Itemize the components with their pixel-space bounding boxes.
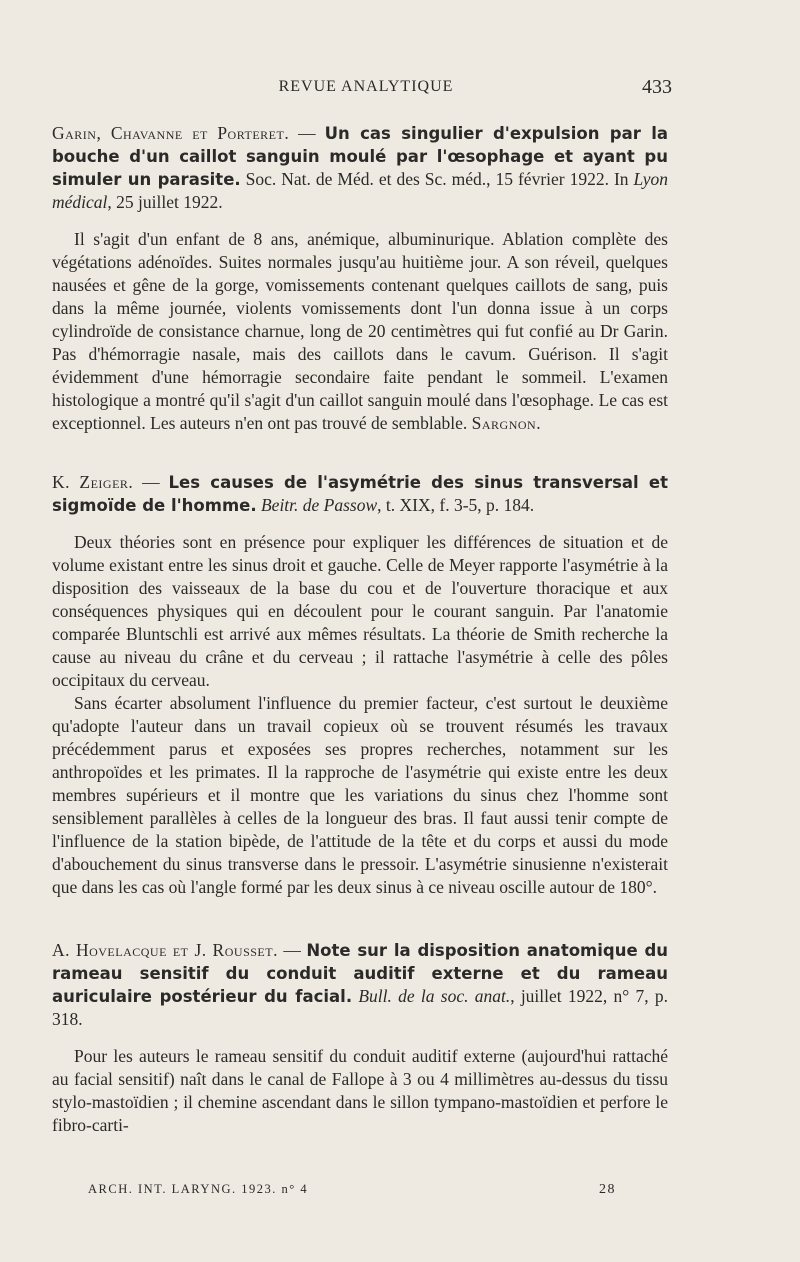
article-journal: Bull. de la soc. anat. (358, 986, 511, 1006)
article-heading (52, 471, 668, 517)
article-authors: K. Zeiger. (52, 472, 134, 492)
dash: — (289, 123, 325, 143)
article-reference: , t. XIX, f. 3-5, p. 184. (377, 495, 535, 515)
article-title: Note sur la disposition anatomique du rameau sensitif du conduit auditif externe et du rameau auriculaire postérieur du facial. (52, 941, 668, 1006)
article-date: , 25 juillet 1922. (107, 192, 223, 212)
article-heading (52, 122, 668, 214)
article-source: Soc. Nat. de Méd. et des Sc. méd., 15 février 1922. In (240, 169, 634, 189)
running-title: REVUE ANALYTIQUE (278, 78, 454, 95)
page-number: 433 (642, 76, 672, 98)
running-head (60, 78, 672, 104)
article-heading (52, 939, 668, 1031)
article-paragraph: Deux théories sont en présence pour expliquer les différences de situation et de volume existant entre les sinus droit et gauche. Celle de Meyer rapporte l'asymétrie à la disposition des vaisseaux de la base du cou et de l'ouverture thoracique et aux conséquences physiques qui en découlent pour le courant sanguin. Par l'anatomie comparée Bluntschli est arrivé aux mêmes résultats. La théorie de Smith recherche la cause au niveau du crâne et du cerveau ; il rattache l'asymétrie à celle des pôles occipitaux du cerveau. (52, 532, 668, 690)
signature-mark: 28 (599, 1182, 616, 1197)
article-hovelacque (52, 939, 668, 1137)
article-signature: Sargnon. (471, 413, 542, 433)
article-title: Un cas singulier d'expulsion par la bouche d'un caillot sanguin moulé par l'œsophage et ayant pu simuler un parasite. (52, 124, 668, 189)
article-paragraph: Il s'agit d'un enfant de 8 ans, anémique, albuminurique. Ablation complète des végétations adénoïdes. Suites normales jusqu'au huitième jour. A son réveil, quelques nausées et gêne de la gorge, vomissements contenant quelques caillots de sang, puis dans la même journée, violents vomissements dont l'un donna issue à un corps cylindroïde de consistance charnue, long de 20 centimètres qui fut confié au Dr Garin. Pas d'hémorragie nasale, mais des caillots dans le cavum. Guérison. Il s'agit évidemment d'une hémorragie secondaire faite pendant le sommeil. L'examen histologique a montré qu'il s'agit d'un caillot sanguin moulé dans l'œsophage. Le cas est exceptionnel. Les auteurs n'en ont pas trouvé de semblable. Sargnon. (52, 229, 668, 433)
article-reference: , juillet 1922, n° 7, p. 318. (52, 986, 669, 1029)
article-authors: A. Hovelacque et J. Rousset. (52, 940, 278, 960)
article-journal: Beitr. de Passow (260, 495, 378, 515)
page-body (52, 122, 668, 1137)
article-journal: Lyon médical (52, 169, 669, 212)
article-paragraph: Pour les auteurs le rameau sensitif du conduit auditif externe (aujourd'hui rattaché au facial sensitif) naît dans le canal de Fallope à 3 ou 4 millimètres au-dessus du tissu stylo-mastoïdien ; il chemine ascendant dans le sillon tympano-mastoïdien et perfore le fibro-carti- (52, 1046, 668, 1135)
dash: — (277, 940, 307, 960)
article-garin (52, 122, 668, 435)
article-authors: Garin, Chavanne et Porteret. (52, 123, 290, 143)
dash: — (133, 472, 169, 492)
article-title: Les causes de l'asymétrie des sinus transversal et sigmoïde de l'homme. (52, 473, 669, 515)
article-zeiger (52, 471, 668, 899)
article-paragraph: Sans écarter absolument l'influence du premier facteur, c'est surtout le deuxième qu'adopte l'auteur dans un travail copieux où se trouvent résumés les travaux précédemment parus et exposées ses propres recherches, notamment sur les anthropoïdes et les primates. Il la rapproche de l'asymétrie qui existe entre les deux membres supérieurs et il montre que les variations du sinus chez l'homme sont sensiblement parallèles à celles de la longueur des bras. Il faut aussi tenir compte de l'influence de la station bipède, de l'attitude de la tête et du corps et aussi du mode d'abouchement du sinus transverse dans le pressoir. L'asymétrie sinusienne n'existerait que dans les cas où l'angle formé par les deux sinus à ce niveau oscille autour de 180°. (52, 693, 668, 897)
footer-journal: ARCH. INT. LARYNG. 1923. n° 4 (88, 1182, 309, 1196)
